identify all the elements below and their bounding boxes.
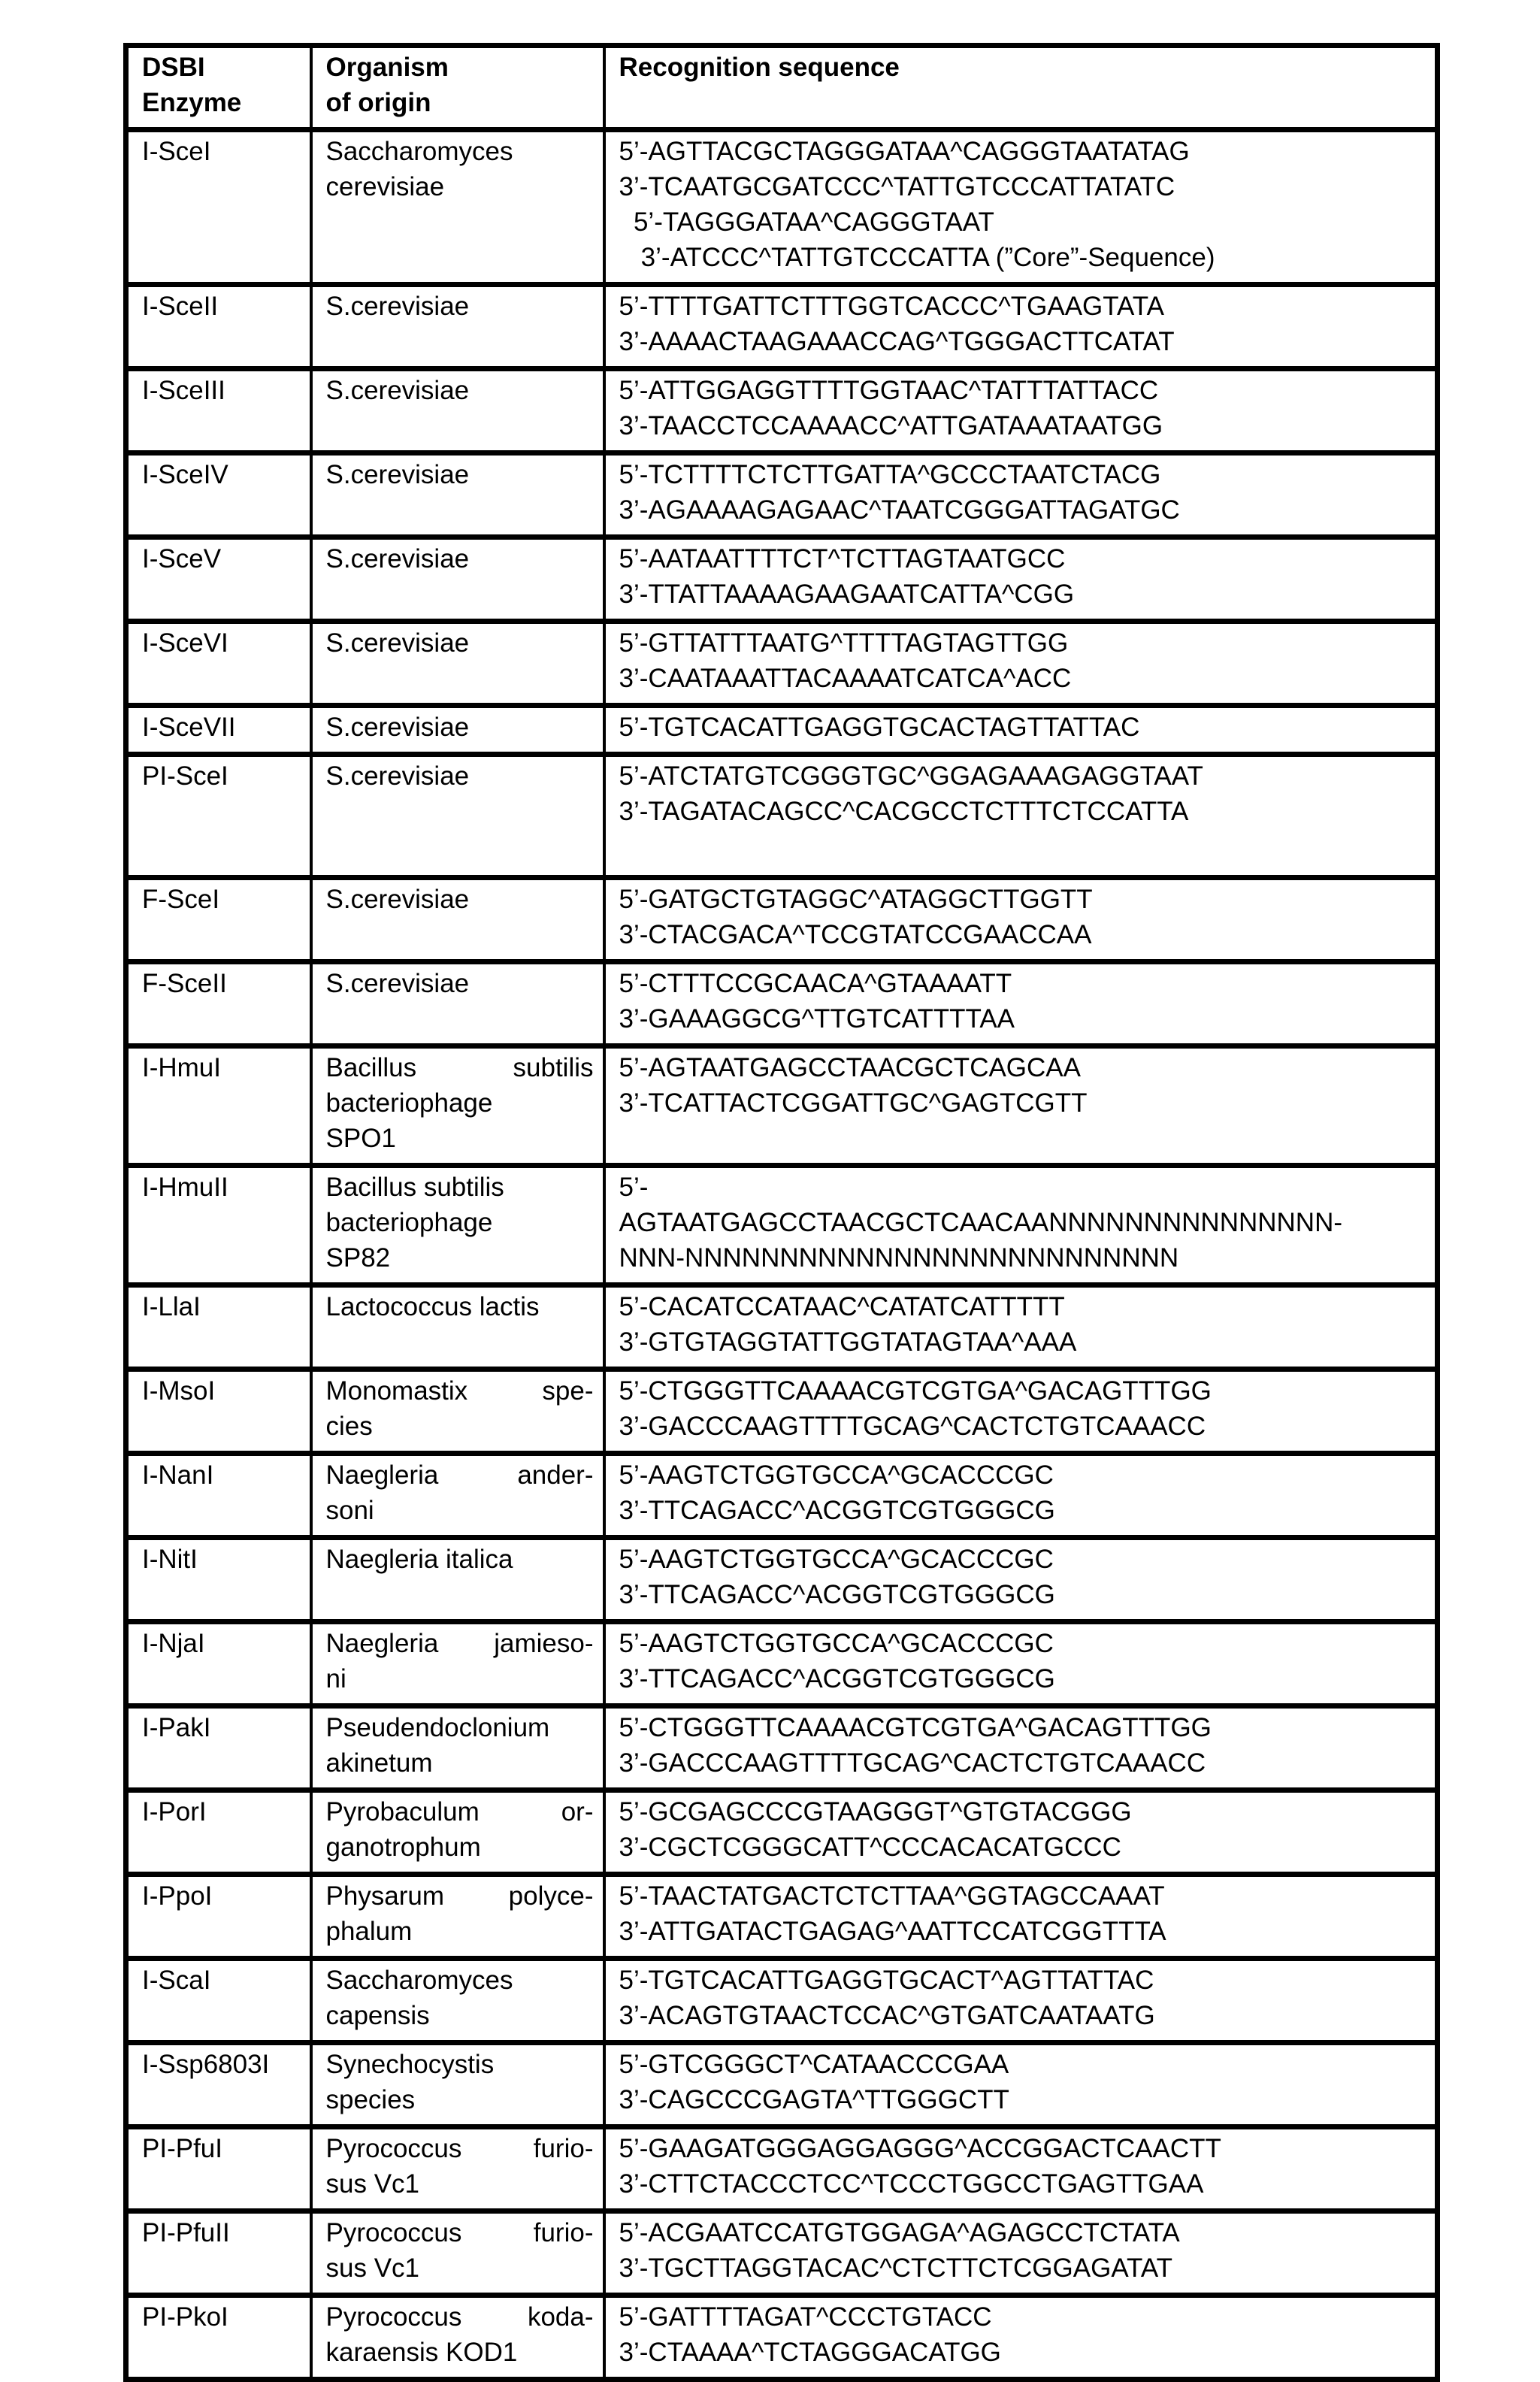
header-line: of origin	[325, 88, 431, 117]
enzyme-cell	[126, 1875, 311, 1959]
organism-line: akinetum	[325, 1748, 433, 1778]
sequence-cell	[604, 962, 1438, 1046]
table-row	[126, 1285, 1438, 1370]
organism-line: S.cerevisiae	[325, 460, 470, 489]
sequence-line: 3’-ATTGATACTGAGAG^AATTCCATCGGTTTA	[619, 1917, 1166, 1946]
sequence-line: 5’-GAAGATGGGAGGAGGG^ACCGGACTCAACTT	[619, 2134, 1221, 2163]
organism-cell	[311, 1046, 604, 1166]
enzyme-cell	[126, 285, 311, 369]
organism-cell	[311, 537, 604, 622]
organism-line: ganotrophum	[325, 1833, 481, 1862]
organism-cell	[311, 962, 604, 1046]
sequence-line: 5’-TGTCACATTGAGGTGCACTAGTTATTAC	[619, 713, 1140, 742]
sequence-cell	[604, 1622, 1438, 1706]
enzyme-name: I-PakI	[142, 1713, 211, 1742]
organism-line: Monomastix spe-	[325, 1376, 594, 1406]
enzyme-name: I-NitI	[142, 1545, 198, 1574]
table-row	[126, 130, 1438, 285]
organism-line: S.cerevisiae	[325, 761, 470, 791]
table-row	[126, 962, 1438, 1046]
enzyme-name: I-SceVI	[142, 628, 228, 658]
table-row	[126, 1959, 1438, 2043]
sequence-line: 3’-TAGATACAGCC^CACGCCTCTTTCTCCATTA	[619, 797, 1189, 826]
organism-cell	[311, 1285, 604, 1370]
table-row	[126, 1046, 1438, 1166]
enzyme-cell	[126, 130, 311, 285]
organism-line: S.cerevisiae	[325, 713, 470, 742]
enzyme-cell	[126, 2127, 311, 2211]
organism-cell	[311, 755, 604, 878]
sequence-line: AGTAATGAGCCTAACGCTCAACAANNNNNNNNNNNNNNN-	[619, 1208, 1343, 1237]
enzyme-table	[123, 43, 1440, 2382]
organism-line: Bacillus subtilis	[325, 1053, 594, 1082]
enzyme-name: PI-PfuII	[142, 2218, 230, 2247]
sequence-line: 3’-GACCCAAGTTTTGCAG^CACTCTGTCAAACC	[619, 1412, 1206, 1441]
sequence-line: 5’-CTGGGTTCAAAACGTCGTGA^GACAGTTTGG	[619, 1713, 1212, 1742]
table-row	[126, 285, 1438, 369]
sequence-line: 5’-GATGCTGTAGGC^ATAGGCTTGGTT	[619, 885, 1093, 914]
organism-cell	[311, 1959, 604, 2043]
enzyme-name: F-SceI	[142, 885, 220, 914]
header-line: Organism	[325, 53, 449, 82]
enzyme-name: PI-SceI	[142, 761, 228, 791]
sequence-line: 5’-	[619, 1173, 649, 1202]
sequence-line: 5’-TGTCACATTGAGGTGCACT^AGTTATTAC	[619, 1966, 1154, 1995]
sequence-line: NNN-NNNNNNNNNNNNNNNNNNNNNNNNNN	[619, 1243, 1179, 1273]
organism-cell	[311, 2296, 604, 2380]
enzyme-cell	[126, 369, 311, 453]
sequence-cell	[604, 1166, 1438, 1285]
organism-line: Synechocystis	[325, 2050, 495, 2079]
sequence-cell	[604, 1959, 1438, 2043]
sequence-line: 5’-GTCGGGCT^CATAACCCGAA	[619, 2050, 1009, 2079]
table-row	[126, 1538, 1438, 1622]
sequence-cell	[604, 130, 1438, 285]
organism-line: Saccharomyces	[325, 137, 513, 166]
sequence-line: 3’-CTTCTACCCTCC^TCCCTGGCCTGAGTTGAA	[619, 2169, 1204, 2199]
organism-line: Pyrococcus furio-	[325, 2134, 594, 2163]
organism-cell	[311, 622, 604, 706]
enzyme-name: I-LlaI	[142, 1292, 201, 1321]
enzyme-cell	[126, 1046, 311, 1166]
organism-line: Saccharomyces	[325, 1966, 513, 1995]
enzyme-cell	[126, 1706, 311, 1790]
sequence-line: 3’-TTCAGACC^ACGGTCGTGGGCG	[619, 1664, 1055, 1693]
sequence-line: 5’-ACGAATCCATGTGGAGA^AGAGCCTCTATA	[619, 2218, 1180, 2247]
sequence-cell	[604, 1538, 1438, 1622]
organism-line: S.cerevisiae	[325, 544, 470, 574]
organism-cell	[311, 1790, 604, 1875]
organism-cell	[311, 706, 604, 755]
sequence-line: 5’-ATCTATGTCGGGTGC^GGAGAAAGAGGTAAT	[619, 761, 1203, 791]
organism-line: Pseudendoclonium	[325, 1713, 550, 1742]
enzyme-name: PI-PfuI	[142, 2134, 222, 2163]
sequence-line: 5’-AATAATTTTCT^TCTTAGTAATGCC	[619, 544, 1066, 574]
sequence-line: 3’-TCAATGCGATCCC^TATTGTCCCATTATATC	[619, 172, 1175, 201]
table-row	[126, 1454, 1438, 1538]
header-line: DSBI	[142, 53, 205, 82]
sequence-line: 3’-CAGCCCGAGTA^TTGGGCTT	[619, 2085, 1009, 2114]
table-row	[126, 453, 1438, 537]
organism-line: Pyrococcus koda-	[325, 2302, 594, 2332]
sequence-line: 5’-AGTAATGAGCCTAACGCTCAGCAA	[619, 1053, 1081, 1082]
enzyme-name: I-NanI	[142, 1460, 214, 1490]
sequence-line: 3’-GACCCAAGTTTTGCAG^CACTCTGTCAAACC	[619, 1748, 1206, 1778]
sequence-cell	[604, 1875, 1438, 1959]
header-line: Enzyme	[142, 88, 242, 117]
organism-line: S.cerevisiae	[325, 885, 470, 914]
sequence-line: 3’-AAAACTAAGAAACCAG^TGGGACTTCATAT	[619, 327, 1175, 356]
enzyme-cell	[126, 878, 311, 962]
organism-line: Bacillus subtilis	[325, 1173, 504, 1202]
sequence-cell	[604, 1370, 1438, 1454]
table-row	[126, 1875, 1438, 1959]
enzyme-cell	[126, 1166, 311, 1285]
organism-cell	[311, 2211, 604, 2296]
table-row	[126, 1706, 1438, 1790]
sequence-cell	[604, 1454, 1438, 1538]
organism-line: Naegleria italica	[325, 1545, 513, 1574]
organism-cell	[311, 1166, 604, 1285]
organism-line: species	[325, 2085, 416, 2114]
sequence-line: 3’-TTCAGACC^ACGGTCGTGGGCG	[619, 1580, 1055, 1609]
organism-cell	[311, 1706, 604, 1790]
enzyme-name: I-SceIII	[142, 376, 225, 405]
enzyme-name: I-ScaI	[142, 1966, 211, 1995]
enzyme-name: I-SceV	[142, 544, 222, 574]
organism-line: Physarum polyce-	[325, 1881, 594, 1911]
organism-cell	[311, 878, 604, 962]
sequence-line: 3’-GAAAGGCG^TTGTCATTTTAA	[619, 1004, 1015, 1034]
enzyme-cell	[126, 1538, 311, 1622]
header-dsbi-enzyme	[126, 46, 311, 130]
sequence-cell	[604, 285, 1438, 369]
sequence-cell	[604, 2296, 1438, 2380]
organism-cell	[311, 453, 604, 537]
sequence-line: 3’-CTAAAA^TCTAGGGACATGG	[619, 2338, 1001, 2367]
enzyme-cell	[126, 537, 311, 622]
sequence-line: 5’-TCTTTTCTCTTGATTA^GCCCTAATCTACG	[619, 460, 1161, 489]
enzyme-name: PI-PkoI	[142, 2302, 228, 2332]
organism-cell	[311, 1454, 604, 1538]
table-row	[126, 706, 1438, 755]
sequence-line: 5’-AGTTACGCTAGGGATAA^CAGGGTAATATAG	[619, 137, 1190, 166]
sequence-cell	[604, 755, 1438, 878]
enzyme-name: I-SceVII	[142, 713, 236, 742]
table-row	[126, 755, 1438, 878]
enzyme-cell	[126, 1454, 311, 1538]
sequence-line: 5’-TAACTATGACTCTCTTAA^GGTAGCCAAAT	[619, 1881, 1165, 1911]
sequence-line: 5’-TTTTGATTCTTTGGTCACCC^TGAAGTATA	[619, 292, 1164, 321]
sequence-line: 5’-AAGTCTGGTGCCA^GCACCCGC	[619, 1460, 1054, 1490]
table-row	[126, 2296, 1438, 2380]
sequence-line: 5’-CTTTCCGCAACA^GTAAAATT	[619, 969, 1012, 998]
enzyme-name: I-MsoI	[142, 1376, 216, 1406]
organism-line: cerevisiae	[325, 172, 445, 201]
sequence-cell	[604, 1790, 1438, 1875]
sequence-cell	[604, 1706, 1438, 1790]
sequence-line: 3’-CGCTCGGGCATT^CCCACACATGCCC	[619, 1833, 1121, 1862]
header-row	[126, 46, 1438, 130]
sequence-cell	[604, 2211, 1438, 2296]
sequence-cell	[604, 622, 1438, 706]
enzyme-name: I-SceI	[142, 137, 211, 166]
enzyme-name: I-PorI	[142, 1797, 207, 1827]
organism-line: Naegleria jamieso-	[325, 1629, 594, 1658]
organism-line: capensis	[325, 2001, 430, 2030]
sequence-line: 5’-GCGAGCCCGTAAGGGT^GTGTACGGG	[619, 1797, 1132, 1827]
organism-line: S.cerevisiae	[325, 292, 470, 321]
organism-line: cies	[325, 1412, 373, 1441]
sequence-line: 3’-TTATTAAAAGAAGAATCATTA^CGG	[619, 580, 1075, 609]
organism-line: SP82	[325, 1243, 391, 1273]
sequence-cell	[604, 453, 1438, 537]
organism-line: karaensis KOD1	[325, 2338, 518, 2367]
sequence-line: 3’-GTGTAGGTATTGGTATAGTAA^AAA	[619, 1327, 1077, 1357]
table-row	[126, 537, 1438, 622]
organism-line: soni	[325, 1496, 374, 1525]
enzyme-cell	[126, 706, 311, 755]
table-header	[126, 46, 1438, 130]
enzyme-cell	[126, 622, 311, 706]
organism-line: phalum	[325, 1917, 413, 1946]
table-row	[126, 878, 1438, 962]
header-recognition-sequence	[604, 46, 1438, 130]
organism-line: sus Vc1	[325, 2253, 419, 2283]
organism-line: Naegleria ander-	[325, 1460, 594, 1490]
sequence-line: 3’-CTACGACA^TCCGTATCCGAACCAA	[619, 920, 1092, 949]
enzyme-cell	[126, 2211, 311, 2296]
table-row	[126, 2127, 1438, 2211]
enzyme-name: I-SceII	[142, 292, 219, 321]
organism-line: S.cerevisiae	[325, 969, 470, 998]
organism-cell	[311, 1875, 604, 1959]
table-row	[126, 369, 1438, 453]
organism-line: Lactococcus lactis	[325, 1292, 540, 1321]
enzyme-cell	[126, 1285, 311, 1370]
sequence-line: 5’-AAGTCTGGTGCCA^GCACCCGC	[619, 1629, 1054, 1658]
organism-cell	[311, 2127, 604, 2211]
organism-cell	[311, 1370, 604, 1454]
enzyme-cell	[126, 453, 311, 537]
organism-cell	[311, 2043, 604, 2127]
enzyme-cell	[126, 2296, 311, 2380]
table-row	[126, 622, 1438, 706]
sequence-cell	[604, 706, 1438, 755]
table-row	[126, 2043, 1438, 2127]
organism-cell	[311, 1538, 604, 1622]
sequence-cell	[604, 2043, 1438, 2127]
sequence-cell	[604, 1285, 1438, 1370]
table-row	[126, 1166, 1438, 1285]
organism-cell	[311, 369, 604, 453]
enzyme-name: I-Ssp6803I	[142, 2050, 270, 2079]
sequence-cell	[604, 369, 1438, 453]
organism-line: bacteriophage	[325, 1208, 493, 1237]
organism-cell	[311, 130, 604, 285]
organism-line: S.cerevisiae	[325, 628, 470, 658]
sequence-line: 3’-ATCCC^TATTGTCCCATTA (”Core”-Sequence)	[619, 243, 1215, 272]
sequence-line: 3’-AGAAAAGAGAAC^TAATCGGGATTAGATGC	[619, 495, 1180, 525]
sequence-cell	[604, 2127, 1438, 2211]
table-row	[126, 2211, 1438, 2296]
header-organism-of-origin	[311, 46, 604, 130]
organism-line: ni	[325, 1664, 346, 1693]
sequence-line: 3’-TTCAGACC^ACGGTCGTGGGCG	[619, 1496, 1055, 1525]
enzyme-name: I-PpoI	[142, 1881, 213, 1911]
sequence-line: 3’-TCATTACTCGGATTGC^GAGTCGTT	[619, 1088, 1088, 1118]
enzyme-cell	[126, 962, 311, 1046]
sequence-line: 5’-ATTGGAGGTTTTGGTAAC^TATTTATTACC	[619, 376, 1159, 405]
enzyme-name: I-HmuII	[142, 1173, 228, 1202]
table-row	[126, 1370, 1438, 1454]
sequence-line: 3’-ACAGTGTAACTCCAC^GTGATCAATAATG	[619, 2001, 1155, 2030]
organism-line: Pyrococcus furio-	[325, 2218, 594, 2247]
organism-line: SPO1	[325, 1124, 396, 1153]
sequence-line: 5’-TAGGGATAA^CAGGGTAAT	[619, 207, 994, 237]
sequence-cell	[604, 878, 1438, 962]
sequence-line: 3’-TAACCTCCAAAACC^ATTGATAAATAATGG	[619, 411, 1163, 440]
enzyme-name: I-NjaI	[142, 1629, 205, 1658]
sequence-cell	[604, 1046, 1438, 1166]
enzyme-cell	[126, 1370, 311, 1454]
enzyme-name: F-SceII	[142, 969, 227, 998]
organism-line: S.cerevisiae	[325, 376, 470, 405]
enzyme-name: I-SceIV	[142, 460, 228, 489]
sequence-cell	[604, 537, 1438, 622]
organism-line: bacteriophage	[325, 1088, 493, 1118]
organism-cell	[311, 1622, 604, 1706]
sequence-line: 5’-AAGTCTGGTGCCA^GCACCCGC	[619, 1545, 1054, 1574]
sequence-line: 5’-GTTATTTAATG^TTTTAGTAGTTGG	[619, 628, 1069, 658]
sequence-line: 5’-GATTTTAGAT^CCCTGTACC	[619, 2302, 992, 2332]
organism-cell	[311, 285, 604, 369]
sequence-line: 5’-CTGGGTTCAAAACGTCGTGA^GACAGTTTGG	[619, 1376, 1212, 1406]
table-body	[126, 130, 1438, 2380]
sequence-line: 3’-CAATAAATTACAAAATCATCA^ACC	[619, 664, 1072, 693]
enzyme-cell	[126, 1622, 311, 1706]
table-row	[126, 1622, 1438, 1706]
enzyme-cell	[126, 2043, 311, 2127]
sequence-line: 3’-TGCTTAGGTACAC^CTCTTCTCGGAGATAT	[619, 2253, 1172, 2283]
table-row	[126, 1790, 1438, 1875]
organism-line: Pyrobaculum or-	[325, 1797, 594, 1827]
enzyme-cell	[126, 755, 311, 878]
enzyme-cell	[126, 1959, 311, 2043]
sequence-line: 5’-CACATCCATAAC^CATATCATTTTT	[619, 1292, 1065, 1321]
header-line: Recognition sequence	[619, 53, 900, 82]
enzyme-name: I-HmuI	[142, 1053, 221, 1082]
organism-line: sus Vc1	[325, 2169, 419, 2199]
enzyme-cell	[126, 1790, 311, 1875]
